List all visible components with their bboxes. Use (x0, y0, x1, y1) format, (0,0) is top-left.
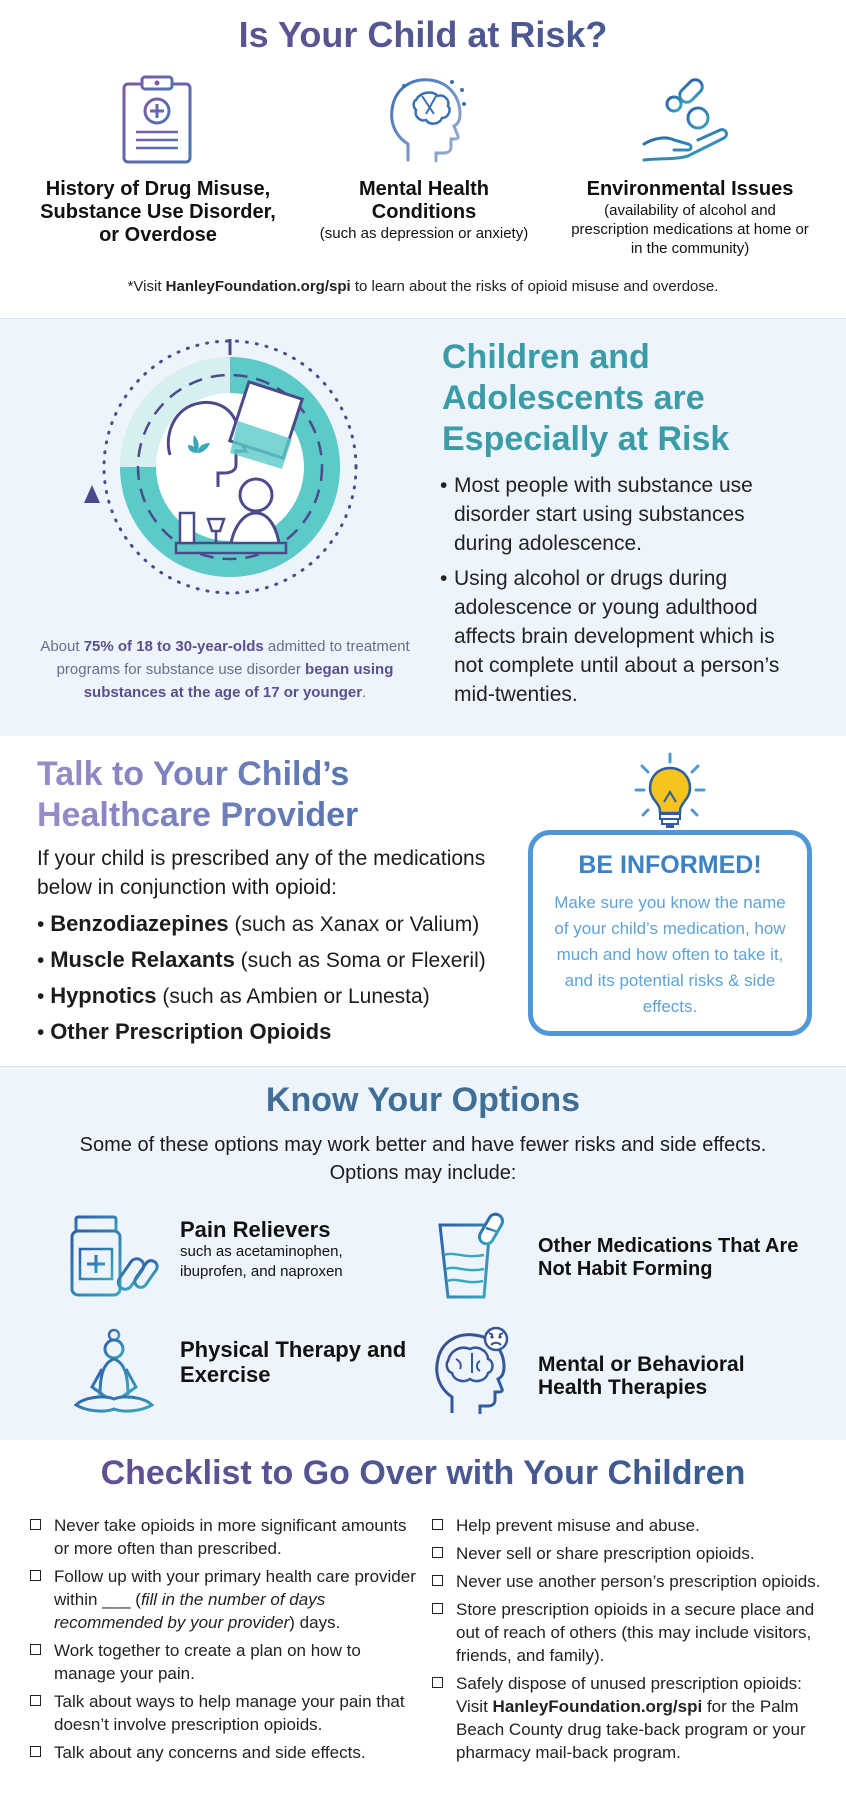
checklist-item[interactable]: Work together to create a plan on how to manage your pain. (28, 1639, 416, 1685)
bullet-item: • Using alcohol or drugs during adolescence or young adulthood affects brain development which is not complete until about a person’s mid-twenties. (440, 564, 800, 709)
checklist-item[interactable]: Never sell or share prescription opioids. (430, 1542, 826, 1565)
checkbox-icon[interactable] (30, 1695, 41, 1706)
risk-item-drug-history: History of Drug Misuse, Substance Use Disorder, or Overdose (40, 178, 276, 246)
checklist-item[interactable]: Talk about ways to help manage your pain that doesn’t involve prescription opioids. (28, 1690, 416, 1736)
provider-section (0, 736, 846, 1066)
adolescent-statistic: About 75% of 18 to 30-year-olds admitted to treatment programs for substance use disorder began using substances at the age of 17 or younger. (40, 638, 410, 701)
checklist-item[interactable]: Safely dispose of unused prescription opioids: Visit HanleyFoundation.org/spi for the Palm Beach County drug take-back program or your pharmacy mail-back program. (430, 1672, 826, 1764)
brain-head-icon (430, 1325, 514, 1417)
risk-section (0, 0, 846, 318)
be-informed-title: BE INFORMED! (578, 851, 762, 879)
option-pain-relievers: Pain Relievers such as acetaminophen, ibuprofen, and naproxen (180, 1217, 343, 1280)
checklist-item[interactable]: Store prescription opioids in a secure place and out of reach of others (this may include visitors, friends, and family). (430, 1598, 826, 1667)
be-informed-box (528, 830, 812, 1036)
bullet-item: • Most people with substance use disorder start using substances during adolescence. (440, 471, 800, 558)
checkbox-icon[interactable] (30, 1519, 41, 1530)
medication-item: • Benzodiazepines (such as Xanax or Valium) (37, 911, 480, 936)
foundation-link[interactable]: HanleyFoundation.org/spi (165, 278, 351, 295)
medication-item: • Muscle Relaxants (such as Soma or Flexeril) (37, 947, 486, 972)
checkbox-icon[interactable] (30, 1644, 41, 1655)
options-heading: Know Your Options (265, 1081, 581, 1119)
checklist-left-column (28, 1514, 416, 1769)
checkbox-icon[interactable] (30, 1570, 41, 1581)
checkbox-icon[interactable] (432, 1575, 443, 1586)
lightbulb-icon (634, 752, 706, 830)
adolescents-section (0, 318, 846, 738)
medication-item: • Other Prescription Opioids (37, 1019, 332, 1044)
be-informed-text: Make sure you know the name of your child’s medication, how much and how often to take it, and its potential risks & side effects. (554, 893, 786, 1016)
head-brain-icon (378, 74, 470, 164)
option-behavioral-therapies: Mental or Behavioral Health Therapies (538, 1353, 745, 1399)
adolescents-bullets (440, 471, 800, 715)
option-non-habit-forming: Other Medications That Are Not Habit Forming (538, 1235, 799, 1280)
pill-bottle-icon (68, 1213, 160, 1299)
risk-title: Is Your Child at Risk? (0, 14, 846, 56)
medication-item: • Hypnotics (such as Ambien or Lunesta) (37, 983, 430, 1008)
checkbox-icon[interactable] (432, 1547, 443, 1558)
checkbox-icon[interactable] (30, 1746, 41, 1757)
checklist-item[interactable]: Never use another person’s prescription opioids. (430, 1570, 826, 1593)
meditation-icon (72, 1325, 156, 1417)
risk-footnote: *Visit HanleyFoundation.org/spi to learn about the risks of opioid misuse and overdose. (127, 278, 719, 295)
checklist-item[interactable]: Follow up with your primary health care provider within ___ (fill in the number of days recommended by your provider) days. (28, 1565, 416, 1634)
checklist-section (0, 1440, 846, 1800)
medical-clipboard-icon (118, 74, 198, 166)
foundation-link[interactable]: HanleyFoundation.org/spi (492, 1697, 703, 1716)
adolescents-heading: Children and Adolescents are Especially at Risk (442, 338, 730, 458)
provider-heading: Talk to Your Child’s Healthcare Provider (37, 754, 517, 836)
option-physical-therapy: Physical Therapy and Exercise (180, 1337, 407, 1387)
water-glass-pill-icon (436, 1211, 508, 1301)
checklist-item[interactable]: Help prevent misuse and abuse. (430, 1514, 826, 1537)
hand-pills-icon (640, 74, 734, 166)
checklist-item[interactable]: Never take opioids in more significant amounts or more often than prescribed. (28, 1514, 416, 1560)
adolescent-substance-illustration (84, 335, 374, 595)
checkbox-icon[interactable] (432, 1519, 443, 1530)
medication-list (37, 906, 517, 1050)
checkbox-icon[interactable] (432, 1603, 443, 1614)
options-intro: Some of these options may work better and have fewer risks and side effects. Options may include: (79, 1134, 767, 1184)
checkbox-icon[interactable] (432, 1677, 443, 1688)
risk-item-mental-health: Mental Health Conditions (such as depression or anxiety) (319, 178, 529, 242)
provider-intro: If your child is prescribed any of the medications below in conjunction with opioid: (37, 847, 486, 899)
risk-item-environment: Environmental Issues (availability of alcohol and prescription medications at home or in the community) (571, 178, 809, 257)
checklist-heading: Checklist to Go Over with Your Children (0, 1454, 846, 1493)
checklist-right-column (430, 1514, 826, 1769)
options-section (0, 1066, 846, 1441)
checklist-item[interactable]: Talk about any concerns and side effects. (28, 1741, 416, 1764)
